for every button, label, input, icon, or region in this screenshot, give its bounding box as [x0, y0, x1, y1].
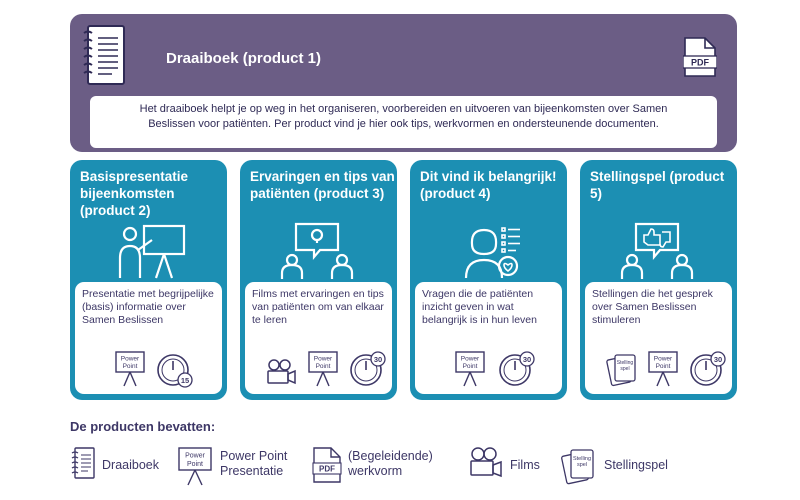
svg-text:Point: Point	[462, 363, 478, 370]
patient-checklist-icon	[440, 222, 540, 280]
draaiboek-title: Draaiboek (product 1)	[166, 50, 322, 67]
notebook-icon	[70, 446, 96, 480]
legend-item-stellingspel	[560, 446, 700, 486]
product-info-box	[245, 282, 392, 394]
product-card-basispresentatie	[70, 160, 227, 400]
stellingspel-cards-icon	[605, 352, 639, 388]
svg-text:Power: Power	[185, 452, 205, 460]
product-title: Ervaringen en tips van patiënten (product 3)	[250, 169, 395, 201]
product-description: Stellingen die het gesprek over Samen Beslissen stimuleren	[592, 288, 713, 326]
product-description: Presentatie met begrijpelijke (basis) informatie over Samen Beslissen	[82, 288, 214, 326]
svg-text:Point: Point	[187, 461, 203, 468]
product-title: Stellingspel (product 5)	[590, 169, 725, 201]
powerpoint-icon	[455, 350, 485, 388]
powerpoint-icon	[308, 350, 338, 388]
svg-text:15: 15	[180, 376, 190, 385]
product-info-box	[585, 282, 732, 394]
legend-label: Draaiboek	[102, 458, 159, 472]
legend-title: De producten bevatten:	[70, 419, 216, 434]
legend-item-draaiboek	[70, 446, 180, 486]
film-camera-icon	[265, 358, 297, 388]
legend-label: Stellingspel	[604, 458, 668, 472]
svg-text:30: 30	[522, 355, 532, 364]
product-description: Films met ervaringen en tips van patiënten om van elkaar te leren	[252, 288, 384, 326]
legend-label: (Begeleidende) werkvorm	[348, 449, 433, 478]
svg-text:PDF: PDF	[319, 464, 335, 474]
svg-text:Point: Point	[122, 363, 138, 370]
timer-15-icon	[157, 350, 193, 388]
powerpoint-icon	[178, 446, 212, 486]
timer-30-icon	[690, 350, 726, 388]
discussion-thumbs-icon	[610, 222, 710, 280]
svg-text:Point: Point	[315, 363, 331, 370]
product-info-box	[415, 282, 562, 394]
svg-text:Power: Power	[653, 355, 673, 363]
legend-label: Power Point Presentatie	[220, 449, 288, 478]
svg-text:Point: Point	[655, 363, 671, 370]
product-card-ervaringen	[240, 160, 397, 400]
draaiboek-card	[70, 14, 737, 152]
timer-30-icon	[350, 350, 386, 388]
svg-text:spel: spel	[620, 366, 630, 372]
legend-label: Films	[510, 458, 540, 472]
svg-text:Power: Power	[313, 355, 333, 363]
notebook-icon	[82, 24, 128, 86]
timer-30-icon	[499, 350, 535, 388]
svg-text:spel: spel	[576, 462, 588, 468]
product-card-stellingspel	[580, 160, 737, 400]
product-info-box	[75, 282, 222, 394]
pdf-label: PDF	[691, 57, 709, 68]
legend-item-powerpoint	[178, 446, 308, 486]
powerpoint-icon	[115, 350, 145, 388]
svg-text:Stelling: Stelling	[616, 360, 634, 366]
powerpoint-icon	[648, 350, 678, 388]
legend-item-films	[468, 446, 558, 486]
svg-text:Stelling: Stelling	[572, 456, 592, 462]
svg-text:Power: Power	[120, 355, 140, 363]
product-description: Vragen die de patiënten inzicht geven in wat belangrijk is in hun leven	[422, 288, 537, 326]
stellingspel-cards-icon	[560, 446, 598, 486]
svg-text:Power: Power	[460, 355, 480, 363]
pdf-file-icon	[683, 36, 717, 78]
patients-conversation-icon	[270, 222, 370, 280]
product-title: Dit vind ik belangrijk! (product 4)	[420, 169, 557, 201]
svg-text:30: 30	[373, 355, 383, 364]
pdf-file-icon	[312, 446, 342, 484]
presenter-icon	[100, 222, 200, 280]
film-camera-icon	[468, 446, 504, 480]
product-title: Basispresentatie bijeenkomsten (product 2)	[80, 169, 189, 218]
legend-item-werkvorm	[312, 446, 452, 486]
svg-text:30: 30	[713, 355, 723, 364]
draaiboek-description: Het draaiboek helpt je op weg in het organiseren, voorbereiden en uitvoeren van bijeenkomsten over Samen Beslissen voor patiënten. Per product vind je hier ook tips, werkvormen en ondersteunende documenten.	[90, 96, 717, 148]
product-card-dit-vind-ik-belangrijk	[410, 160, 567, 400]
